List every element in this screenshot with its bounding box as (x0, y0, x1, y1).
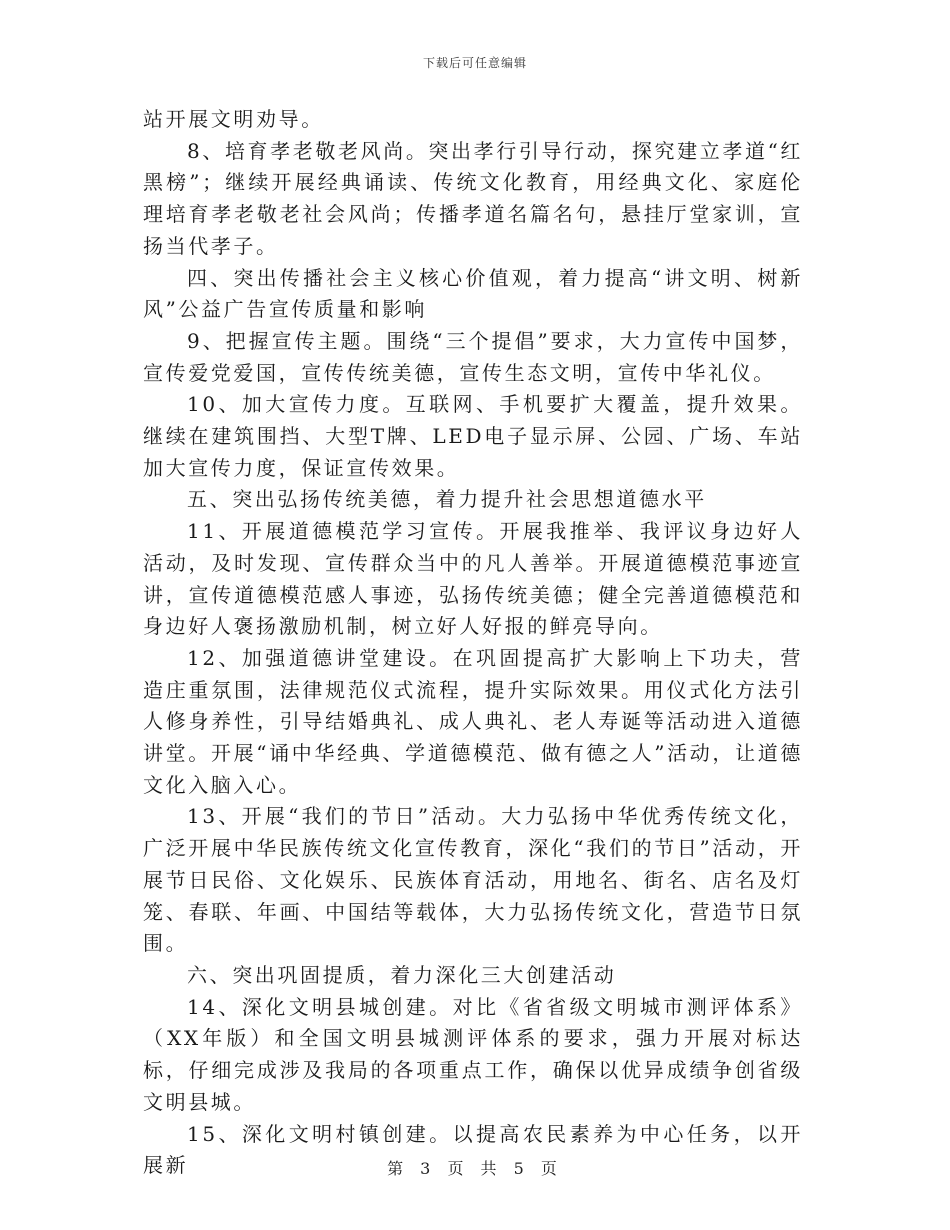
page-header: 下载后可任意编辑 (422, 56, 527, 70)
paragraph: 15、深化文明村镇创建。以提高农民素养为中心任务，以开展新 (143, 1121, 803, 1178)
paragraph: 11、开展道德模范学习宣传。开展我推举、我评议身边好人活动，及时发现、宣传群众当中的凡人善举。开展道德模范事迹宣讲，宣传道德模范感人事迹，弘扬传统美德；健全完善道德模范和身边好人褒扬激励机制，树立好人好报的鲜亮导向。 (143, 519, 803, 639)
paragraph: 13、开展“我们的节日”活动。大力弘扬中华优秀传统文化，广泛开展中华民族传统文化宣传教育，深化“我们的节日”活动，开展节日民俗、文化娱乐、民族体育活动，用地名、街名、店名及灯笼、春联、年画、中国结等载体，大力弘扬传统文化，营造节日氛围。 (143, 804, 803, 956)
paragraph: 12、加强道德讲堂建设。在巩固提高扩大影响上下功夫，营造庄重氛围，法律规范仪式流程，提升实际效果。用仪式化方法引人修身养性，引导结婚典礼、成人典礼、老人寿诞等活动进入道德讲堂。开展“诵中华经典、学道德模范、做有德之人”活动，让道德文化入脑入心。 (143, 645, 803, 797)
section-heading: 六、突出巩固提质，着力深化三大创建活动 (187, 962, 617, 987)
page-number: 第 3 页 共 5 页 (387, 1159, 563, 1178)
paragraph: 8、培育孝老敬老风尚。突出孝行引导行动，探究建立孝道“红黑榜”；继续开展经典诵读、传统文化教育，用经典文化、家庭伦理培育孝老敬老社会风尚；传播孝道名篇名句，悬挂厅堂家训，宣扬当代孝子。 (143, 138, 803, 258)
document-body (143, 104, 803, 1182)
section-heading: 五、突出弘扬传统美德，着力提升社会思想道德水平 (187, 487, 707, 512)
paragraph: 14、深化文明县城创建。对比《省省级文明城市测评体系》（XX年版）和全国文明县城测评体系的要求，强力开展对标达标，仔细完成涉及我局的各项重点工作，确保以优异成绩争创省级文明县城。 (143, 994, 803, 1114)
paragraph: 站开展文明劝导。 (143, 107, 324, 131)
paragraph: 10、加大宣传力度。互联网、手机要扩大覆盖，提升效果。继续在建筑围挡、大型T牌、LED电子显示屏、公园、广场、车站加大宣传力度，保证宣传效果。 (143, 392, 803, 480)
paragraph: 9、把握宣传主题。围绕“三个提倡”要求，大力宣传中国梦，宣传爱党爱国，宣传传统美德，宣传生态文明，宣传中华礼仪。 (143, 328, 803, 385)
section-heading: 四、突出传播社会主义核心价值观，着力提高“讲文明、树新风”公益广告宣传质量和影响 (143, 265, 803, 322)
